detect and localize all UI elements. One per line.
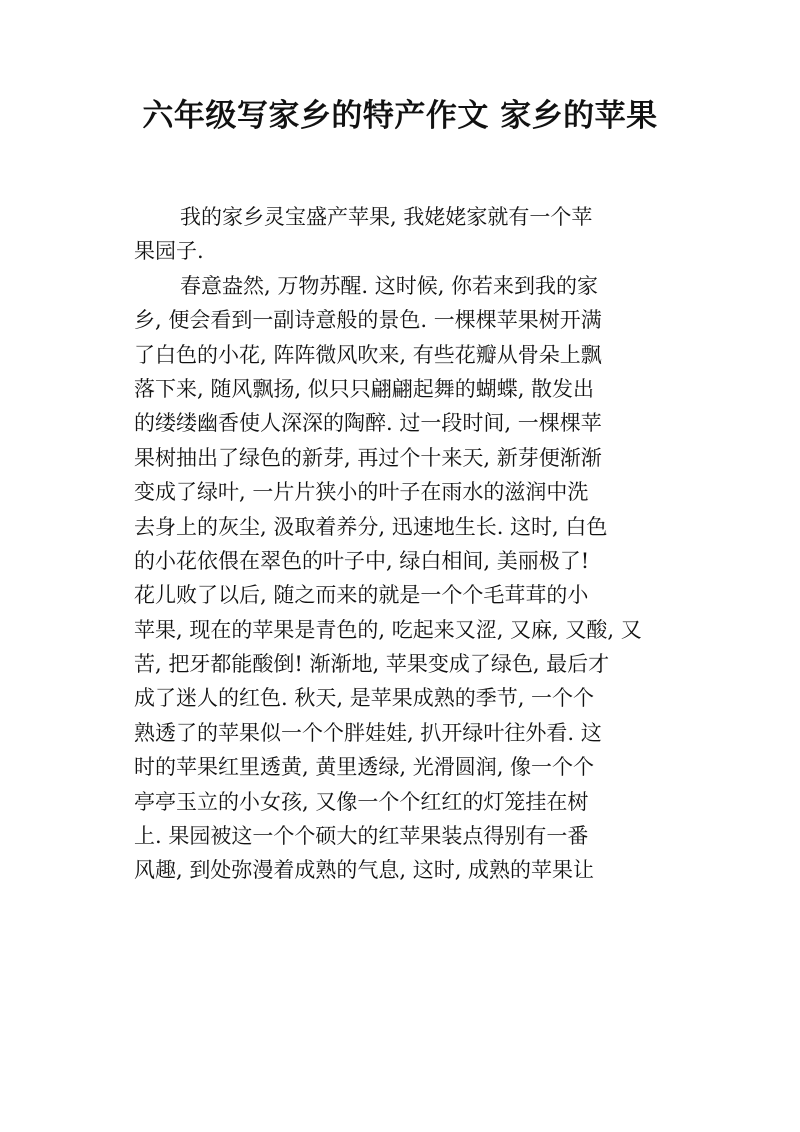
document-body (134, 200, 714, 888)
text-line: 风趣, 到处弥漫着成熟的气息, 这时, 成熟的苹果让 (134, 858, 595, 883)
text-line: 春意盎然, 万物苏醒. 这时候, 你若来到我的家 (180, 273, 599, 298)
text-line: 果树抽出了绿色的新芽, 再过个十来天, 新芽便渐渐 (134, 445, 602, 470)
text-line: 落下来, 随风飘扬, 似只只翩翩起舞的蝴蝶, 散发出 (134, 376, 595, 401)
text-line: 乡, 便会看到一副诗意般的景色. 一棵棵苹果树开满 (134, 308, 602, 333)
text-line: 亭亭玉立的小女孩, 又像一个个红红的灯笼挂在树 (134, 789, 589, 814)
text-line: 上. 果园被这一个个硕大的红苹果装点得别有一番 (134, 824, 589, 849)
text-line: 了白色的小花, 阵阵微风吹来, 有些花瓣从骨朵上飘 (134, 342, 602, 367)
text-line: 成了迷人的红色. 秋天, 是苹果成熟的季节, 一个个 (134, 686, 595, 711)
text-line: 熟透了的苹果似一个个胖娃娃, 扒开绿叶往外看. 这 (134, 720, 602, 745)
text-line: 苦, 把牙都能酸倒! 渐渐地, 苹果变成了绿色, 最后才 (134, 652, 610, 677)
text-line: 时的苹果红里透黄, 黄里透绿, 光滑圆润, 像一个个 (134, 755, 595, 780)
text-line: 的小花依偎在翠色的叶子中, 绿白相间, 美丽极了! (134, 548, 590, 573)
text-line: 果园子. (134, 239, 204, 264)
text-line: 变成了绿叶, 一片片狭小的叶子在雨水的滋润中洗 (134, 480, 589, 505)
text-line: 去身上的灰尘, 汲取着养分, 迅速地生长. 这时, 白色 (134, 514, 608, 539)
document-title: 六年级写家乡的特产作文 家乡的苹果 (142, 98, 658, 134)
text-line: 苹果, 现在的苹果是青色的, 吃起来又涩, 又麻, 又酸, 又 (134, 617, 642, 642)
text-line: 我的家乡灵宝盛产苹果, 我姥姥家就有一个苹 (180, 205, 593, 229)
text-line: 的缕缕幽香使人深深的陶醉. 过一段时间, 一棵棵苹 (134, 411, 602, 436)
text-line: 花儿败了以后, 随之而来的就是一个个毛茸茸的小 (134, 583, 589, 608)
